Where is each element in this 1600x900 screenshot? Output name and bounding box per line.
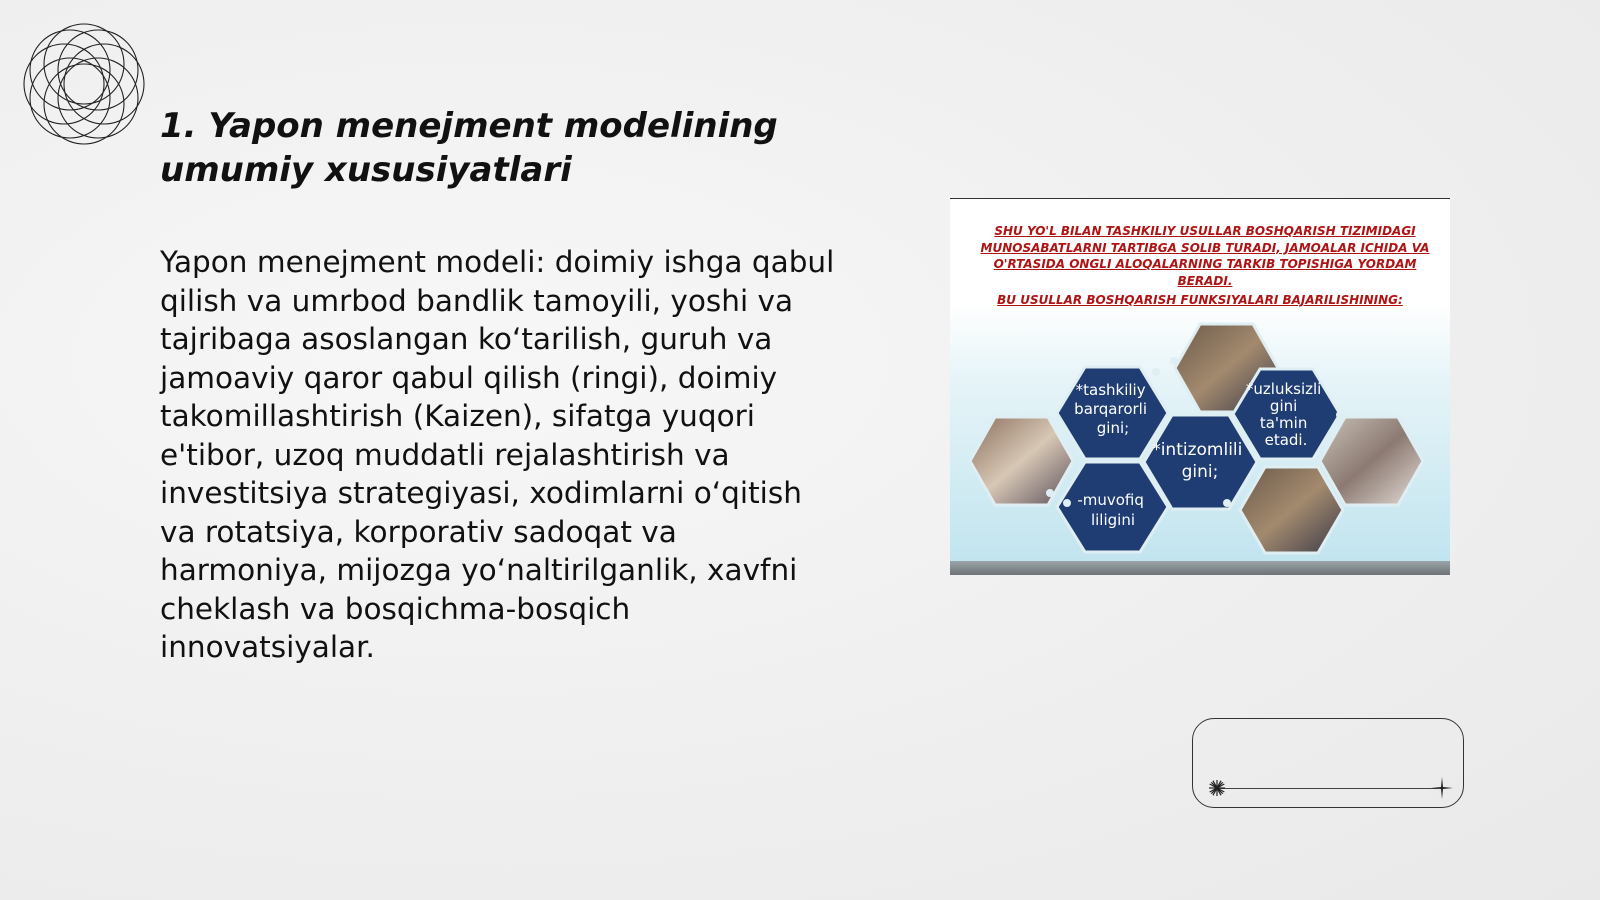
hex-intizom-line2: gini;: [1181, 462, 1219, 482]
decorative-rounded-box: [1192, 718, 1464, 808]
hex-uzluksiz-line4: etadi.: [1264, 431, 1308, 449]
hex-muvofiq-line1: -muvofiq: [1077, 491, 1144, 509]
hex-uzluksiz-line3: ta'min: [1259, 414, 1308, 432]
hex-tashkiliy-line1: *tashkiliy: [1075, 381, 1146, 399]
methods-diagram-image: [950, 198, 1450, 575]
figure-caption-functions: BU USULLAR BOSHQARISH FUNKSIYALARI BAJARILISHINING:: [997, 293, 1403, 307]
hex-tashkiliy-line2: barqarorli: [1074, 400, 1148, 418]
photo-hex-bottom: [1240, 467, 1343, 553]
photo-hex-left: [970, 417, 1073, 505]
slide-title: 1. Yapon menejment modelining umumiy xususiyatlari: [160, 106, 778, 190]
hex-uzluksiz-line1: *uzluksizli: [1245, 380, 1322, 398]
figure-caption-top: SHU YO'L BILAN TASHKILIY USULLAR BOSHQARISH TIZIMIDAGI MUNOSABATLARNI TARTIBGA SOLIB TURADI, JAMOALAR ICHIDA VA O'RTASIDA ONGLI ALOQALARNING TARKIB TOPISHIGA YORDAM BERADI.: [980, 224, 1430, 288]
hex-intizom-line1: *intizomlili: [1152, 440, 1243, 460]
rings-decoration-icon: [10, 10, 158, 158]
decorative-line: [1218, 788, 1438, 789]
hex-muvofiq-line2: liligini: [1090, 511, 1136, 529]
slide-body-text: Yapon menejment modeli: doimiy ishga qabul qilish va umrbod bandlik tamoyili, yoshi va tajribaga asoslangan ko‘tarilish, guruh va jamoaviy qaror qabul qilish (ringi), doimiy takomillashtirish (Kaizen), sifatga yuqori e'tibor, uzoq muddatli rejalashtirish va investitsiya strategiyasi, xodimlarni o‘qitish va rotatsiya, korporativ sadoqat va harmoniya, mijozga yo‘naltirilganlik, xavfni cheklash va bosqichma-bosqich innovatsiyalar.: [160, 245, 835, 664]
hex-tashkiliy-line3: gini;: [1096, 419, 1130, 437]
photo-hex-right: [1320, 417, 1423, 505]
hex-uzluksiz-line2: gini: [1269, 397, 1298, 415]
hexagon-cluster: [950, 317, 1450, 562]
starburst-icon: [1208, 779, 1226, 797]
plus-sparkle-icon: [1431, 777, 1453, 799]
figure-bottom-bar: [950, 561, 1450, 575]
